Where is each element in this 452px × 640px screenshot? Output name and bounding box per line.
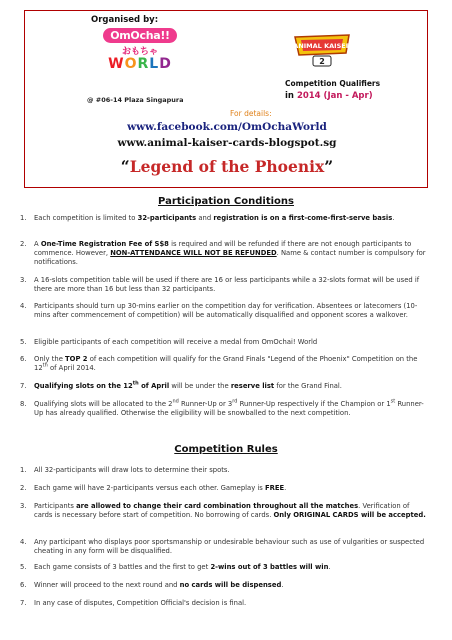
organised-by-label: Organised by: [91,15,159,25]
store-address: @ #06-14 Plaza Singapura [87,96,184,104]
header-box [24,10,428,188]
participation-conditions-heading: Participation Conditions [158,196,294,207]
facebook-link[interactable]: www.facebook.com/OmOchaWorld [127,121,327,133]
qualifiers-label: Competition Qualifiers [285,79,381,88]
logo-line1: OmOcha!! [103,28,177,43]
svg-text:2: 2 [319,57,325,66]
competition-rules-heading: Competition Rules [174,444,278,455]
event-title: “Legend of the Phoenix” [120,157,334,176]
omocha-world-logo [103,28,177,96]
logo-line3: WORLD [108,56,172,72]
kaiser-logo-text: ANIMAL KAISER [293,42,351,50]
qualifiers-period: in 2014 (Jan - Apr) [285,91,373,101]
logo-line2: おもちゃ [121,47,158,57]
animal-kaiser-logo [291,29,353,69]
blog-link[interactable]: www.animal-kaiser-cards-blogspot.sg [117,137,337,149]
details-label: For details: [230,109,272,118]
